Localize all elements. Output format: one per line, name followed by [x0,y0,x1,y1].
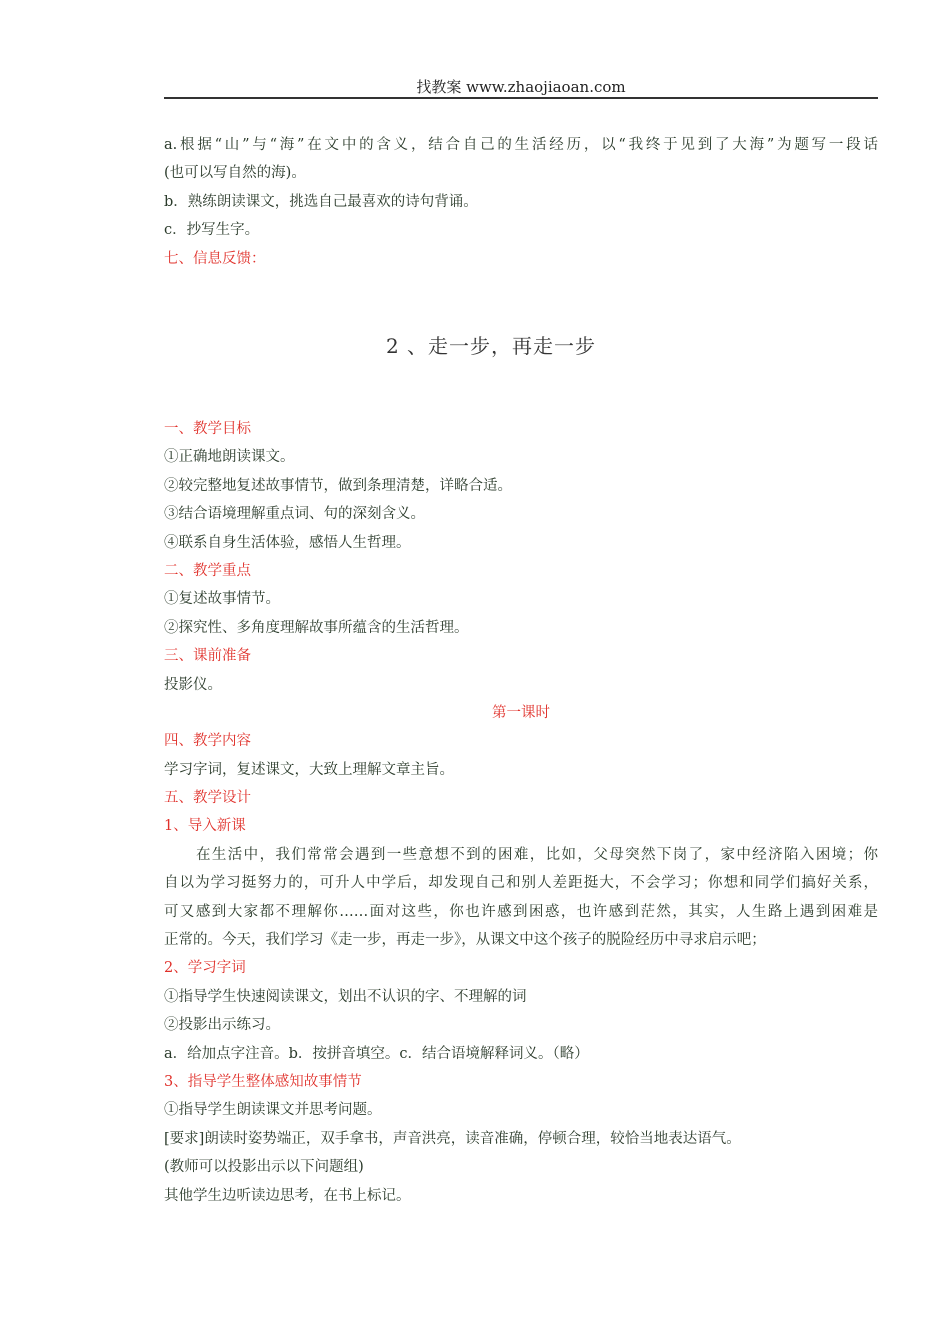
text-line: ③结合语境理解重点词、句的深刻含义。 [164,506,425,523]
text-line: a．给加点字注音。b．按拼音填空。c．结合语境解释词义。（略） [164,1045,589,1062]
homework-section [164,131,878,273]
header-rule [164,97,878,99]
text-line: ②投影出示练习。 [164,1017,280,1034]
section-heading: 五、教学设计 [164,790,251,807]
page-header: 找教案 www.zhaojiaoan.com [416,78,626,96]
text-line: 自以为学习挺努力的，可升人中学后，却发现自己和别人差距挺大，不会学习；你想和同学们搞好关系， [164,875,878,892]
text-line: 可又感到大家都不理解你……面对这些，你也许感到困惑，也许感到茫然，其实，人生路上遇到困难是 [164,903,878,920]
text-line: 学习字词，复述课文，大致上理解文章主旨。 [164,761,454,778]
lesson-body [164,415,878,1210]
text-line: 投影仪。 [164,676,222,693]
text-line: ①复述故事情节。 [164,591,280,608]
text-line: ①指导学生快速阅读课文，划出不认识的字、不理解的词 [164,988,527,1005]
text-line: c．抄写生字。 [164,222,260,239]
text-line: [要求]朗读时姿势端正，双手拿书，声音洪亮，读音准确，停顿合理，较恰当地表达语气。 [164,1130,741,1147]
section-heading: 第一课时 [492,704,550,721]
section-heading: 三、课前准备 [164,648,251,665]
text-line: b．熟练朗读课文，挑选自己最喜欢的诗句背诵。 [164,193,478,210]
section-heading: 七、信息反馈： [164,250,266,267]
text-line: ①指导学生朗读课文并思考问题。 [164,1102,382,1119]
text-line: ②探究性、多角度理解故事所蕴含的生活哲理。 [164,619,469,636]
section-heading: 一、教学目标 [164,421,251,437]
section-heading: 3、指导学生整体感知故事情节 [164,1073,362,1090]
section-heading: 二、教学重点 [164,562,251,579]
lesson-title: 2 、走一步，再走一步 [385,334,597,358]
text-line: (也可以写自然的海)。 [164,165,306,182]
text-line: (教师可以投影出示以下问题组) [164,1159,364,1176]
section-heading: 四、教学内容 [164,733,251,750]
text-line: ②较完整地复述故事情节，做到条理清楚，详略合适。 [164,477,512,494]
section-heading: 2、学习字词 [164,960,246,977]
text-line: 正常的。今天，我们学习《走一步，再走一步》，从课文中这个孩子的脱险经历中寻求启示吧； [164,932,766,949]
text-line: ①正确地朗读课文。 [164,449,295,466]
text-line: 其他学生边听读边思考，在书上标记。 [164,1187,411,1204]
text-line: 在生活中，我们常常会遇到一些意想不到的困难，比如，父母突然下岗了，家中经济陷入困境；你 [196,846,878,863]
section-heading: 1、导入新课 [164,818,246,835]
text-line: a.根据“山”与“海”在文中的含义，结合自己的生活经历，以“我终于见到了大海”为题写一段话 [164,137,878,153]
text-line: ④联系自身生活体验，感悟人生哲理。 [164,534,411,551]
